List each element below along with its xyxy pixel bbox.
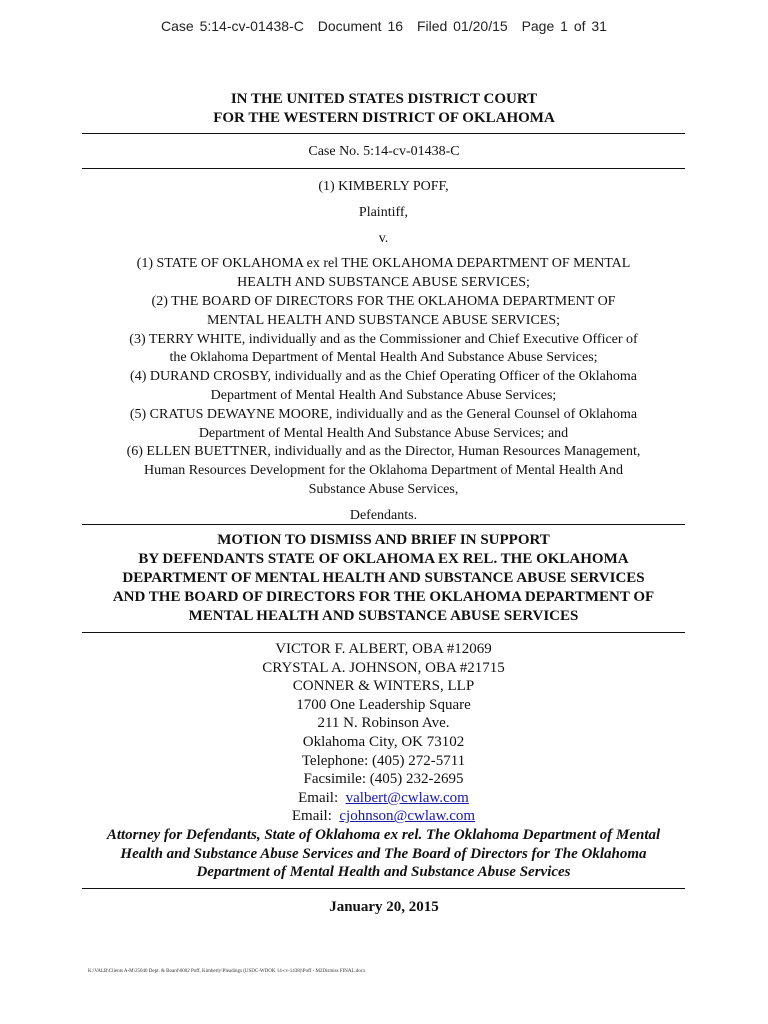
court-heading: [0, 90, 768, 128]
attorney-1: VICTOR F. ALBERT, OBA #12069: [275, 641, 492, 657]
parties-block: [82, 178, 685, 526]
header-document: Document 16: [317, 18, 404, 34]
defendant-line: (5) CRATUS DEWAYNE MOORE, individually and as the General Counsel of Oklahoma: [129, 406, 638, 422]
address-line-2: 211 N. Robinson Ave.: [317, 715, 450, 732]
versus: v.: [378, 230, 389, 246]
defendant-line: Department of Mental Health And Substance Abuse Services;: [210, 387, 557, 403]
defendant-line: HEALTH AND SUBSTANCE ABUSE SERVICES;: [237, 275, 530, 291]
city-line: Oklahoma City, OK 73102: [302, 733, 465, 750]
motion-title-line: AND THE BOARD OF DIRECTORS FOR THE OKLAHOMA DEPARTMENT OF: [112, 589, 655, 605]
email-link-valbert[interactable]: valbert@cwlaw.com: [345, 789, 469, 806]
ecf-header: [0, 18, 768, 34]
email-label: Email:: [291, 808, 332, 825]
motion-title-line: MENTAL HEALTH AND SUBSTANCE ABUSE SERVICES: [188, 608, 579, 624]
motion-title-line: DEPARTMENT OF MENTAL HEALTH AND SUBSTANCE ABUSE SERVICES: [122, 570, 645, 586]
case-number: Case No. 5:14-cv-01438-C: [308, 144, 460, 159]
attorney-for-block: [82, 826, 685, 882]
divider: [82, 168, 685, 169]
divider: [82, 524, 685, 525]
motion-title: [82, 531, 685, 626]
header-case: Case 5:14-cv-01438-C: [161, 18, 304, 34]
defendant-line: (6) ELLEN BUETTNER, individually and as the Director, Human Resources Management,: [126, 444, 641, 460]
plaintiff-name: (1) KIMBERLY POFF,: [318, 179, 449, 194]
filing-date: January 20, 2015: [329, 899, 439, 915]
divider: [82, 133, 685, 134]
motion-title-line: BY DEFENDANTS STATE OF OKLAHOMA EX REL. THE OKLAHOMA: [138, 551, 629, 567]
defendant-line: (1) STATE OF OKLAHOMA ex rel THE OKLAHOMA DEPARTMENT OF MENTAL: [136, 256, 631, 272]
header-page: Page 1 of 31: [521, 18, 607, 34]
defendant-line: Human Resources Development for the Oklahoma Department of Mental Health And: [144, 463, 623, 479]
defendant-line: (3) TERRY WHITE, individually and as the Commissioner and Chief Executive Officer of: [129, 331, 638, 347]
email-row-1: [82, 789, 685, 808]
divider: [82, 632, 685, 633]
defendant-line: Substance Abuse Services,: [308, 481, 459, 497]
header-filed: Filed 01/20/15: [416, 18, 508, 34]
defendants-role: Defendants.: [349, 507, 418, 523]
address-line-1: 1700 One Leadership Square: [296, 696, 471, 713]
firm-name: CONNER & WINTERS, LLP: [292, 678, 475, 695]
attorney-for-line: Health and Substance Abuse Services and The Board of Directors for The Oklahoma: [120, 845, 647, 862]
defendant-line: (2) THE BOARD OF DIRECTORS FOR THE OKLAHOMA DEPARTMENT OF: [151, 293, 616, 309]
court-line-2: FOR THE WESTERN DISTRICT OF OKLAHOMA: [213, 110, 555, 126]
file-path-footer: K:\VALB\Clients A-M\25040 Dept. & Board\0002 Poff, Kimberly\Pleadings (USDC-WDOK 14-cv-1438)\Poff - M2Dismiss FINAL.docx: [88, 969, 366, 974]
telephone: Telephone: (405) 272-5711: [301, 752, 466, 769]
email-row-2: [82, 807, 685, 826]
motion-title-line: MOTION TO DISMISS AND BRIEF IN SUPPORT: [217, 532, 550, 548]
plaintiff-role: Plaintiff,: [358, 204, 409, 220]
defendant-line: the Oklahoma Department of Mental Health And Substance Abuse Services;: [169, 350, 598, 366]
defendant-line: MENTAL HEALTH AND SUBSTANCE ABUSE SERVICES;: [206, 312, 561, 328]
defendant-line: Department of Mental Health And Substance Abuse Services; and: [198, 425, 569, 441]
defendant-line: (4) DURAND CROSBY, individually and as the Chief Operating Officer of the Oklahoma: [130, 369, 637, 385]
divider: [82, 888, 685, 889]
email-label: Email:: [298, 789, 339, 806]
court-line-1: IN THE UNITED STATES DISTRICT COURT: [230, 91, 538, 107]
facsimile: Facsimile: (405) 232-2695: [303, 771, 464, 788]
attorney-2: CRYSTAL A. JOHNSON, OBA #21715: [262, 659, 505, 676]
email-link-cjohnson[interactable]: cjohnson@cwlaw.com: [339, 808, 476, 825]
counsel-block: [82, 640, 685, 826]
attorney-for-line: Attorney for Defendants, State of Oklahoma ex rel. The Oklahoma Department of Mental: [106, 827, 661, 843]
attorney-for-line: Department of Mental Health and Substance Abuse Services: [196, 864, 571, 881]
